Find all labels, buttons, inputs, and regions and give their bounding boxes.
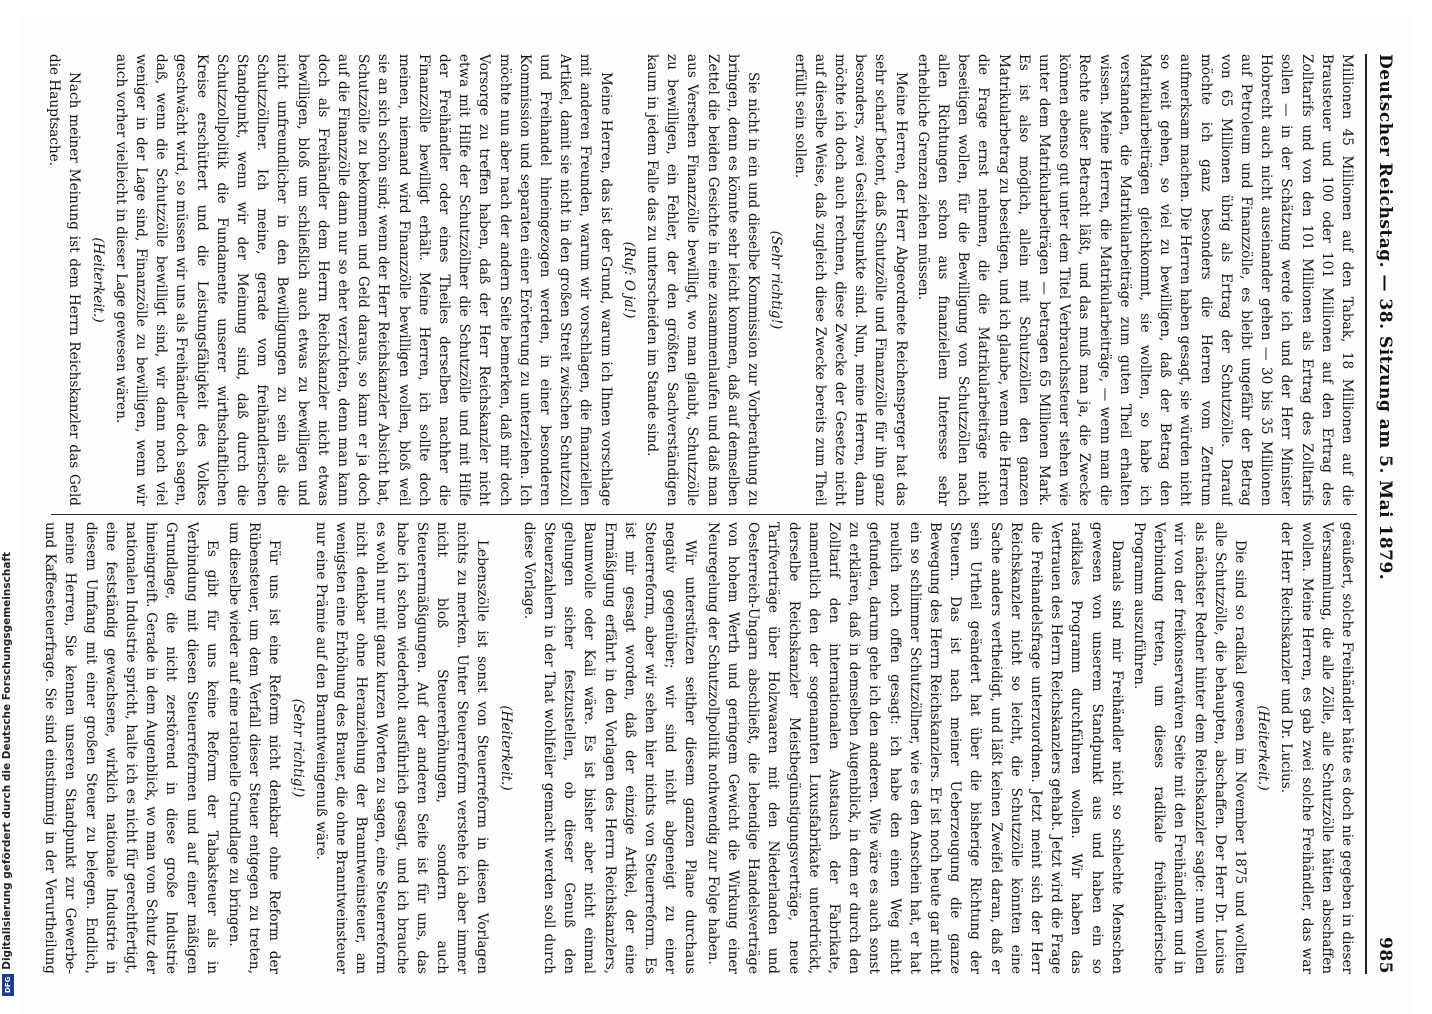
right-column [41, 522, 1357, 974]
paragraph: Die sind so radikal gewesen im November 1875 und wollten alle Schutzzölle, die behaupten, abschaffen. Der Herr Dr. Lucius als nächster Redner hinter dem Reichskanzler sagte: nun wollen wir von der freikonservativen Seite mit den Freihändlern und in Verbindung treten, um dieses radikale freihändlerische Programm auszuführen. [1130, 522, 1248, 974]
dfg-logo-icon: DFG [2, 974, 14, 996]
paragraph: Es gibt für uns keine Reform der Tabaksteuer als in Verbindung mit diesen Steuerreformen und auf einer mäßigen Grundlage, die nicht zerstörend in diese große Industrie hineingreift. Gerade in dem Augenblick, wo man vom Schutz der nationalen Industrie spricht, halte ich es nicht für gerechtfertigt, eine festständig gewachsene, wirklich nationale Industrie in diesem Umfang mit einer großen Steuer zu belegen. Endlich, meine Herren, Sie kennen unseren Standpunkt zur Gewerbe- und Kaffeesteuerfrage. Sie sind einstimmig in der Verurtheilung [42, 522, 220, 974]
stage-direction: (Heiterkeit.) [89, 237, 106, 323]
paragraph: Lebenszölle ist sonst von Steuerreform in diesen Vorlagen nichts zu merken. Unter Steuerreform verstehe ich aber immer nicht bloß Steuererhöhungen, sondern auch Steuerermäßigungen. Auf der anderen Seite ist für uns, das habe ich schon wiederholt ausführlich gesagt, und ich brauche es wohl nur mit ganz kurzen Worten zu sagen, eine Steuerreform nicht denkbar ohne Heranziehung der Branntweinsteuer, am wenigsten eine Erhöhung des Brauer, die ohne Branntweinsteuer nur eine Prämie auf den Branntweingenuß wäre. [312, 522, 491, 974]
stage-direction: (Heiterkeit.) [1255, 705, 1272, 791]
stage-direction: (Sehr richtig!) [768, 230, 785, 330]
header-rule [1365, 54, 1367, 974]
paragraph: Wir unterstützen seither diesem ganzen Plane durchaus negativ gegenüber; wir sind nicht abgeneigt zu einer Steuerreform, aber wir sehen hier nichts von Steuerreform. Es ist mir gesagt worden, daß der einzige Artikel, der eine Ermäßigung erfährt in den Vorlagen des Herrn Reichskanzlers, Baumwolle oder Kali wäre. Es ist bisher aber nicht einmal gelungen sicher festzustellen, ob dieser Genuß den Steuerzahlern in der That wohlfeiler gemacht werden soll durch diese Vorlage. [520, 522, 699, 974]
stage-direction: (Sehr richtig!) [289, 698, 306, 798]
column-divider [51, 514, 1357, 515]
paragraph: Sie nicht in ein und dieselbe Kommission zur Vorberathung zu bringen, denn es könnte sehr leicht kommen, daß auf demselben Zettel die beiden Gesichte in eine zusammenlaufen und daß man aus Versehen Finanzzölle bewilligt, wo man glaubt, Schutzzölle zu bewilligen, ein Fehler, der den größten Sachverständigen kaum in jedem Falle das zu unterscheiden im Stande sind. [644, 54, 762, 506]
digitization-credit [0, 0, 16, 1000]
left-column [41, 54, 1357, 506]
paragraph-continued: geäußert, solche Freihändler hätte es doch nie gegeben in dieser Versammlung, die alle Zölle, alle Schutzzölle hätten abschaffen wollen. Meine Herren, es gab zwei solche Freihändler, das war der Herr Reichskanzler und Dr. Lucius. [1278, 522, 1355, 974]
paragraph: Meine Herren, der Herr Abgeordnete Reichensperger hat das sehr scharf betont, daß Schutzzölle und Finanzzölle für ihn ganz besonders, zwei Gesichtspunkte sind. Nun, meine Herren, dann möchte ich doch auch rechnen, diese Zwecke der Gesetze nicht auf dieselbe Weise, daß zugleich diese Zwecke bereits zum Theil erfüllt sein sollen. [791, 54, 909, 506]
page-number: 985 [1375, 937, 1395, 974]
running-title: Deutscher Reichstag. — 38. Sitzung am 5. Mai 1879. [1375, 54, 1395, 581]
scanned-page [21, 14, 1411, 1014]
paragraph-continued: Millionen 45 Millionen auf den Tabak, 18 Millionen auf die Brausteuer und 100 oder 101 Millionen auf den Ertrag des Zolltarifs und von den 101 Millionen als Ertrag des Zolltarifs sollen — in der Schätzung werde ich und der Herr Minister Hobrecht auch nicht auseinander gehen — 30 bis 35 Millionen auf Petroleum und Finanzzölle, es bleibt ungefähr der Betrag von 65 Millionen übrig als Ertrag der Schutzzölle. Darauf möchte ich ganz besonders die Herren vom Zentrum aufmerksam machen. Die Herren haben gesagt, sie würden nicht so weit gehen, so viel zu bewilligen, daß der Betrag den Matrikularbeiträgen gleichkommt, sie wollten, so habe ich verstanden, die Matrikularbeiträge zum guten Theil erhalten wissen. Meine Herren, die Matrikularbeiträge, — wenn man die Rechte außer Betracht läßt, und das muß man ja, die Zwecke können ebenso gut unter dem Titel Verbrauchssteuer stehen wie unter dem Matrikularbeiträgen — betragen 65 Millionen Mark. Es ist also möglich, allein mit Schutzzöllen den ganzen Matrikularbetrag zu beseitigen, und ich glaube, wenn die Herren die Frage ernst nehmen, die die Matrikularbeiträge nicht beseitigen wollen, für die Bewilligung von Schutzzöllen nach allen Richtungen schon aus finanziellem Interesse sehr erhebliche Grenzen ziehen müssen. [914, 54, 1355, 506]
stage-direction: (Heiterkeit.) [497, 705, 514, 791]
paragraph: Nach meiner Meinung ist dem Herrn Reichskanzler das Geld die Hauptsache. [46, 54, 83, 506]
credit-text: Digitalisierung gefördert durch die Deutsche Forschungsgemeinschaft [1, 552, 13, 970]
paragraph: Für uns ist eine Reform nicht denkbar ohne Reform der Rübensteuer, um dem Verfall dieser Steuer entgegen zu treten, um dieselbe wieder auf eine rationelle Grundlage zu bringen. [226, 522, 283, 974]
page-header [1371, 54, 1399, 974]
paragraph: Meine Herren, das ist der Grund, warum ich Ihnen vorschlage mit anderen Freunden, warum wir vorschlagen, die finanziellen Artikel, damit sie nicht in den großen Streit zwischen Schutzzoll und Freihandel hineingezogen werden, in einer besonderen Kommission und separaten einer Erörterung zu unterziehen. Ich möchte nun aber nach der andern Seite bemerken, daß mir doch Vorsorge zu treffen haben, daß der Herr Reichskanzler nicht etwa mit Hilfe der Schutzzöllner die Schutzzölle und mit Hilfe der Freihändler oder eines Theiles derselben nachher die Finanzzölle bewilligt erhält. Meine Herren, ich sollte doch meinen, niemand wird Finanzzölle bewilligen wollen, bloß weil sie an sich schön sind; wenn der Herr Reichskanzler Absicht hat, Schutzzölle zu bekommen und Geld daraus, so kann er ja doch auf die Finanzzölle dann nur so eher verzichten, denn man kann doch als Freihändler dem Herrn Reichskanzler nicht etwas bewilligen, bloß um schließlich auch etwas zu bewilligen und nicht unfreundlicher in den Bewilligungen zu sein als die Schutzzöllner. Ich meine, gerade vom freihändlerischen Standpunkt, wenn wir der Meinung sind, daß durch die Schutzzollpolitik die Fundamente unserer wirthschaftlichen Kreise erschüttert und die Leistungsfähigkeit des Volkes geschwächt wird, so müssen wir uns als Freihändler doch sagen, daß, wenn die Schutzzölle bewilligt sind, wir dann noch viel weniger in der Lage sind, Finanzzölle zu bewilligen, wenn wir auch vorher vielleicht in dieser Lage gewesen wären. [112, 54, 614, 506]
stage-direction: (Ruf: O ja!) [620, 241, 637, 319]
paragraph: Damals sind mir Freihändler nicht so schlechte Menschen gewesen von unserem Standpunkt aus und haben ein so radikales Programm durchführen wollen. Wir haben das Vertrauen des Herrn Reichskanzlers gehabt. Jetzt wird die Frage die Freihandelsfrage unterzuordnen. Jetzt meint sich der Herr Reichskanzler nicht so leicht, die Schutzzölle könnten eine Sache anders vertheidigt, und läßt keinen Zweifel daran, daß er sein Urtheil geändert hat über die bisherige Richtung der Steuern. Das ist nach meiner Ueberzeugung die ganze Bewegung des Herrn Reichskanzlers. Er ist noch heute gar nicht ein so schlimmer Schutzzöllner, wie es den Anschein hat, er hat neulich noch offen gesagt: ich habe den einen Weg nicht gefunden, darum gehe ich den anderen. Wie wäre es auch sonst zu erklären, daß in demselben Augenblick, in dem er durch den Zolltarif den internationalen Austausch der Fabrikate, namentlich den der sogenannten Luxusfabrikate unterdrückt, derselbe Reichskanzler Meistbegünstigungsverträge, neue Tarifverträge über Holzwaaren mit den Niederlanden und Oesterreich-Ungarn abschließt, die lebendige Handelsverträge von hohem Werth und geringem Gewicht die Wirkung einer Neuregelung der Schutzzollpolitik nothwendig zur Folge haben. [704, 522, 1125, 974]
